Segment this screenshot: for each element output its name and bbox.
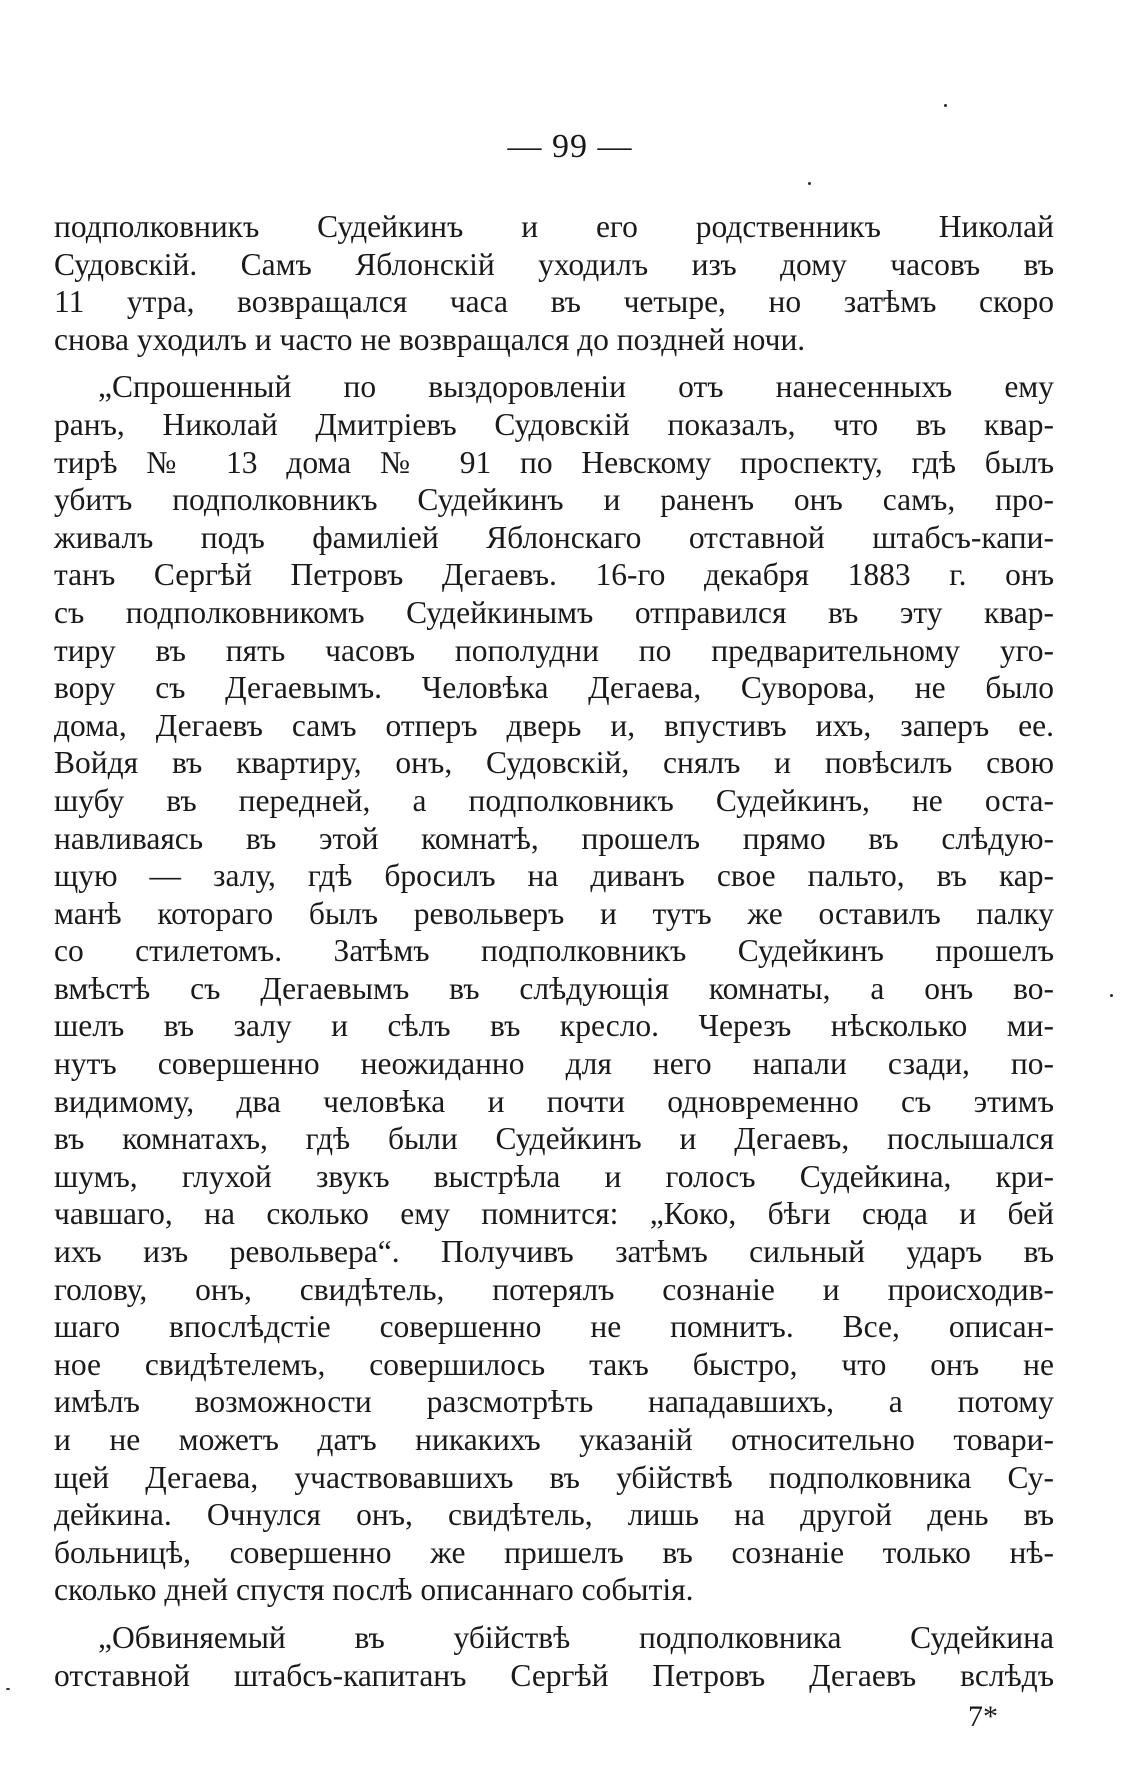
text-line: дейкина. Очнулся онъ, свидѣтель, лишь на другой день въ (54, 1497, 1054, 1533)
text-line: Судовскій. Самъ Яблонскій уходилъ изъ дому часовъ въ (54, 246, 1054, 282)
text-line: „Обвиняемый въ убійствѣ подполковника Судейкина (98, 1619, 1054, 1655)
text-line: „Спрошенный по выздоровленіи отъ нанесенныхъ ему (98, 369, 1054, 405)
text-line: больницѣ, совершенно же пришелъ въ сознаніе только нѣ- (54, 1534, 1054, 1570)
text-line: тиру въ пять часовъ пополудни по предварительному уго- (54, 632, 1054, 668)
text-line: манѣ котораго былъ револьверъ и тутъ же оставилъ палку (54, 895, 1054, 931)
scan-speck (6, 1688, 10, 1690)
text-line: ное свидѣтелемъ, совершилось такъ быстро, что онъ не (54, 1346, 1054, 1382)
text-line: въ комнатахъ, гдѣ были Судейкинъ и Дегаевъ, послышался (54, 1121, 1054, 1157)
text-line: живалъ подъ фамиліей Яблонскаго отставной штабсъ-капи- (54, 519, 1054, 555)
text-line: шелъ въ залу и сѣлъ въ кресло. Черезъ нѣсколько ми- (54, 1008, 1054, 1044)
text-line: ранъ, Николай Дмитріевъ Судовскій показалъ, что въ квар- (54, 406, 1054, 442)
text-line: убитъ подполковникъ Судейкинъ и раненъ онъ самъ, про- (54, 482, 1054, 518)
signature-mark: 7* (968, 1700, 998, 1733)
text-line: съ подполковникомъ Судейкинымъ отправился въ эту квар- (54, 594, 1054, 630)
text-line: чавшаго, на сколько ему помнится: „Коко, бѣги сюда и бей (54, 1196, 1054, 1232)
text-line: навливаясь въ этой комнатѣ, прошелъ прямо въ слѣдую- (54, 820, 1054, 856)
text-line: тирѣ № 13 дома № 91 по Невскому проспекту, гдѣ былъ (54, 444, 1054, 480)
text-line: щую — залу, гдѣ бросилъ на диванъ свое пальто, въ кар- (54, 858, 1054, 894)
page-number: — 99 — (507, 128, 633, 165)
text-line: подполковникъ Судейкинъ и его родственникъ Николай (54, 209, 1054, 244)
scan-speck (808, 182, 811, 185)
text-line: нутъ совершенно неожиданно для него напали сзади, по- (54, 1046, 1054, 1082)
text-line: снова уходилъ и часто не возвращался до поздней ночи. (54, 321, 806, 357)
text-line: щей Дегаева, участвовавшихъ въ убійствѣ подполковника Су- (54, 1459, 1054, 1495)
scan-speck (1110, 994, 1113, 997)
text-line: танъ Сергѣй Петровъ Дегаевъ. 16-го декабря 1883 г. онъ (54, 557, 1054, 593)
text-line: 11 утра, возвращался часа въ четыре, но затѣмъ скоро (54, 284, 1054, 320)
text-line: дома, Дегаевъ самъ отперъ дверь и, впустивъ ихъ, заперъ ее. (54, 707, 1054, 743)
text-line: шумъ, глухой звукъ выстрѣла и голосъ Судейкина, кри- (54, 1158, 1054, 1194)
text-line: со стилетомъ. Затѣмъ подполковникъ Судейкинъ прошелъ (54, 933, 1054, 969)
text-line: шаго впослѣдстіе совершенно не помнитъ. Все, описан- (54, 1309, 1054, 1345)
text-line: имѣлъ возможности разсмотрѣть нападавшихъ, а потому (54, 1384, 1054, 1420)
text-line: голову, онъ, свидѣтель, потерялъ сознаніе и происходив- (54, 1271, 1054, 1307)
text-line: сколько дней спустя послѣ описаннаго событія. (54, 1572, 694, 1608)
text-line: и не можетъ датъ никакихъ указаній относительно товари- (54, 1422, 1054, 1457)
paragraph (54, 368, 1054, 1609)
text-line: вору съ Дегаевымъ. Человѣка Дегаева, Суворова, не было (54, 670, 1054, 706)
paragraph (54, 208, 1054, 358)
paragraph-gap (54, 358, 1054, 368)
text-line: видимому, два человѣка и почти одновременно съ этимъ (54, 1083, 1054, 1119)
text-line: отставной штабсъ-капитанъ Сергѣй Петровъ Дегаевъ вслѣдъ (54, 1657, 1054, 1693)
scan-speck (944, 104, 947, 107)
text-line: вмѣстѣ съ Дегаевымъ въ слѣдующія комнаты, а онъ во- (54, 970, 1054, 1006)
text-line: шубу въ передней, а подполковникъ Судейкинъ, не оста- (54, 782, 1054, 818)
paragraph (54, 1619, 1054, 1694)
paragraph-gap (54, 1609, 1054, 1619)
text-line: ихъ изъ револьвера“. Получивъ затѣмъ сильный ударъ въ (54, 1234, 1054, 1270)
body-text (54, 208, 1054, 1694)
text-line: Войдя въ квартиру, онъ, Судовскій, снялъ и повѣсилъ свою (54, 745, 1054, 781)
